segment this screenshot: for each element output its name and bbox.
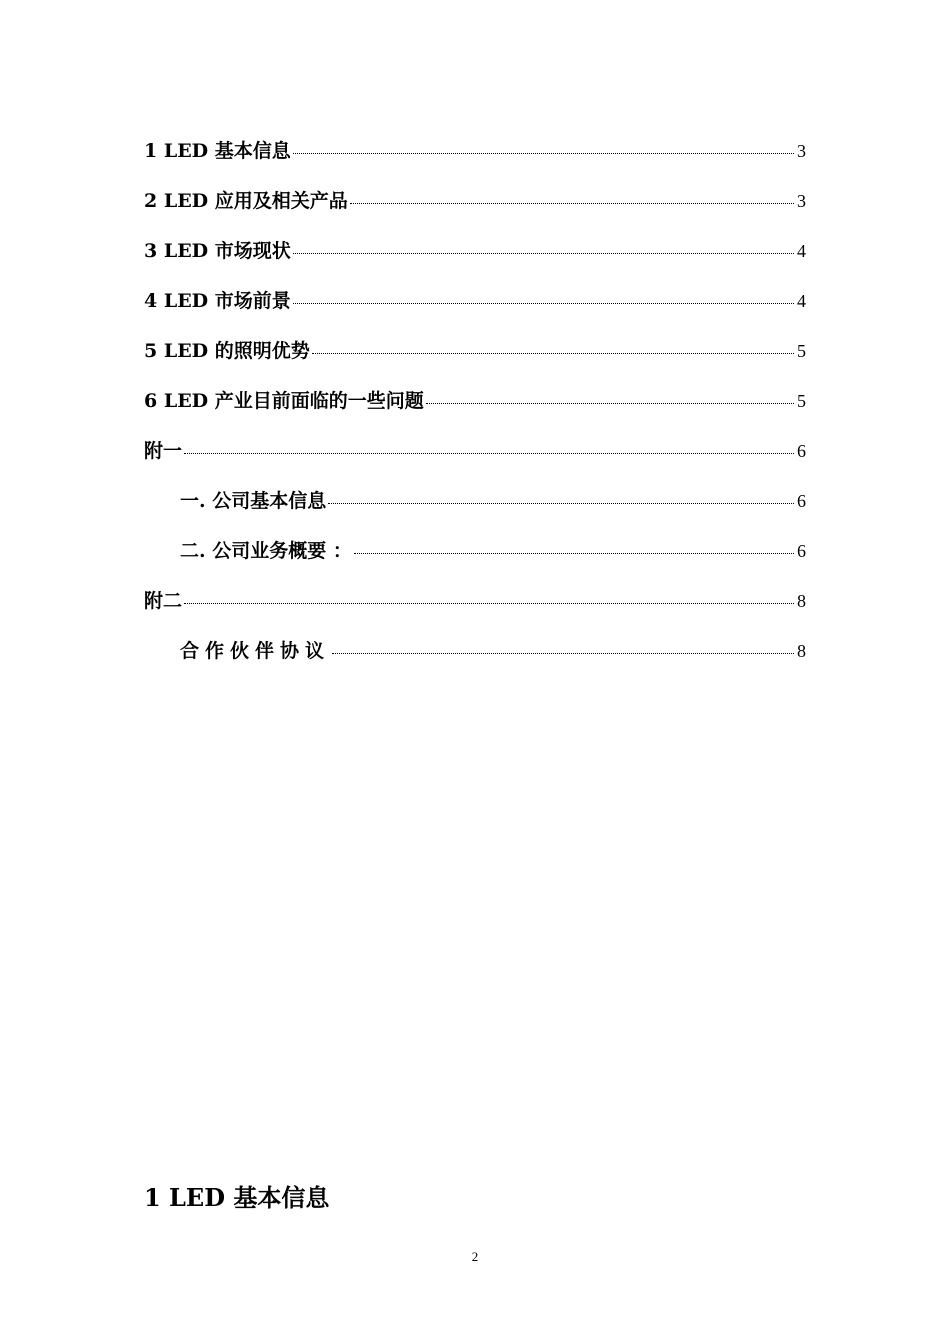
toc-entry-label: 2 LED 应用及相关产品: [144, 190, 348, 212]
toc-entry-label: 3 LED 市场现状: [144, 240, 291, 262]
toc-page-number: 6: [797, 441, 806, 461]
toc-entry-label: 4 LED 市场前景: [144, 290, 291, 312]
toc-entry-label: 5 LED 的照明优势: [144, 340, 310, 362]
toc-entry-led-market-status[interactable]: [144, 236, 806, 286]
page-number: 2: [471, 1249, 479, 1264]
toc-dot-leader: [332, 653, 794, 654]
toc-dot-leader: [293, 153, 794, 154]
toc-page-number: 4: [797, 241, 806, 261]
toc-entry-led-applications[interactable]: [144, 186, 806, 236]
toc-entry-label: 合作伙伴协议: [180, 640, 331, 662]
toc-page-number: 6: [797, 491, 806, 511]
toc-entry-label: 6 LED 产业目前面临的一些问题: [144, 390, 424, 412]
toc-page-number: 5: [797, 341, 806, 361]
toc-page-number: 8: [797, 641, 806, 661]
toc-dot-leader: [312, 353, 794, 354]
toc-entry-company-business-overview[interactable]: [144, 536, 806, 586]
toc-dot-leader: [328, 503, 794, 504]
toc-entry-appendix-1[interactable]: [144, 436, 806, 486]
toc-page-number: 6: [797, 541, 806, 561]
toc-dot-leader: [426, 403, 794, 404]
toc-entry-led-basic-info[interactable]: [144, 136, 806, 186]
toc-dot-leader: [184, 453, 794, 454]
toc-dot-leader: [354, 553, 794, 554]
toc-page-number: 3: [797, 191, 806, 211]
toc-entry-label: 二. 公司业务概要 ：: [180, 540, 352, 562]
toc-entry-company-basic-info[interactable]: [144, 486, 806, 536]
toc-entry-led-lighting-advantages[interactable]: [144, 336, 806, 386]
toc-entry-label: 一. 公司基本信息: [180, 490, 327, 512]
toc-entry-appendix-2[interactable]: [144, 586, 806, 636]
toc-page-number: 3: [797, 141, 806, 161]
toc-dot-leader: [293, 303, 794, 304]
toc-dot-leader: [293, 253, 794, 254]
table-of-contents: [144, 136, 806, 686]
toc-entry-label: 附二: [144, 590, 183, 612]
toc-dot-leader: [184, 603, 794, 604]
toc-entry-led-market-prospects[interactable]: [144, 286, 806, 336]
toc-page-number: 8: [797, 591, 806, 611]
toc-entry-led-industry-issues[interactable]: [144, 386, 806, 436]
section-heading: 1 LED 基本信息: [144, 1183, 330, 1212]
toc-entry-partnership-agreement[interactable]: [144, 636, 806, 686]
toc-page-number: 4: [797, 291, 806, 311]
toc-entry-label: 附一: [144, 440, 183, 462]
toc-page-number: 5: [797, 391, 806, 411]
toc-entry-label: 1 LED 基本信息: [144, 140, 291, 162]
toc-dot-leader: [350, 203, 794, 204]
